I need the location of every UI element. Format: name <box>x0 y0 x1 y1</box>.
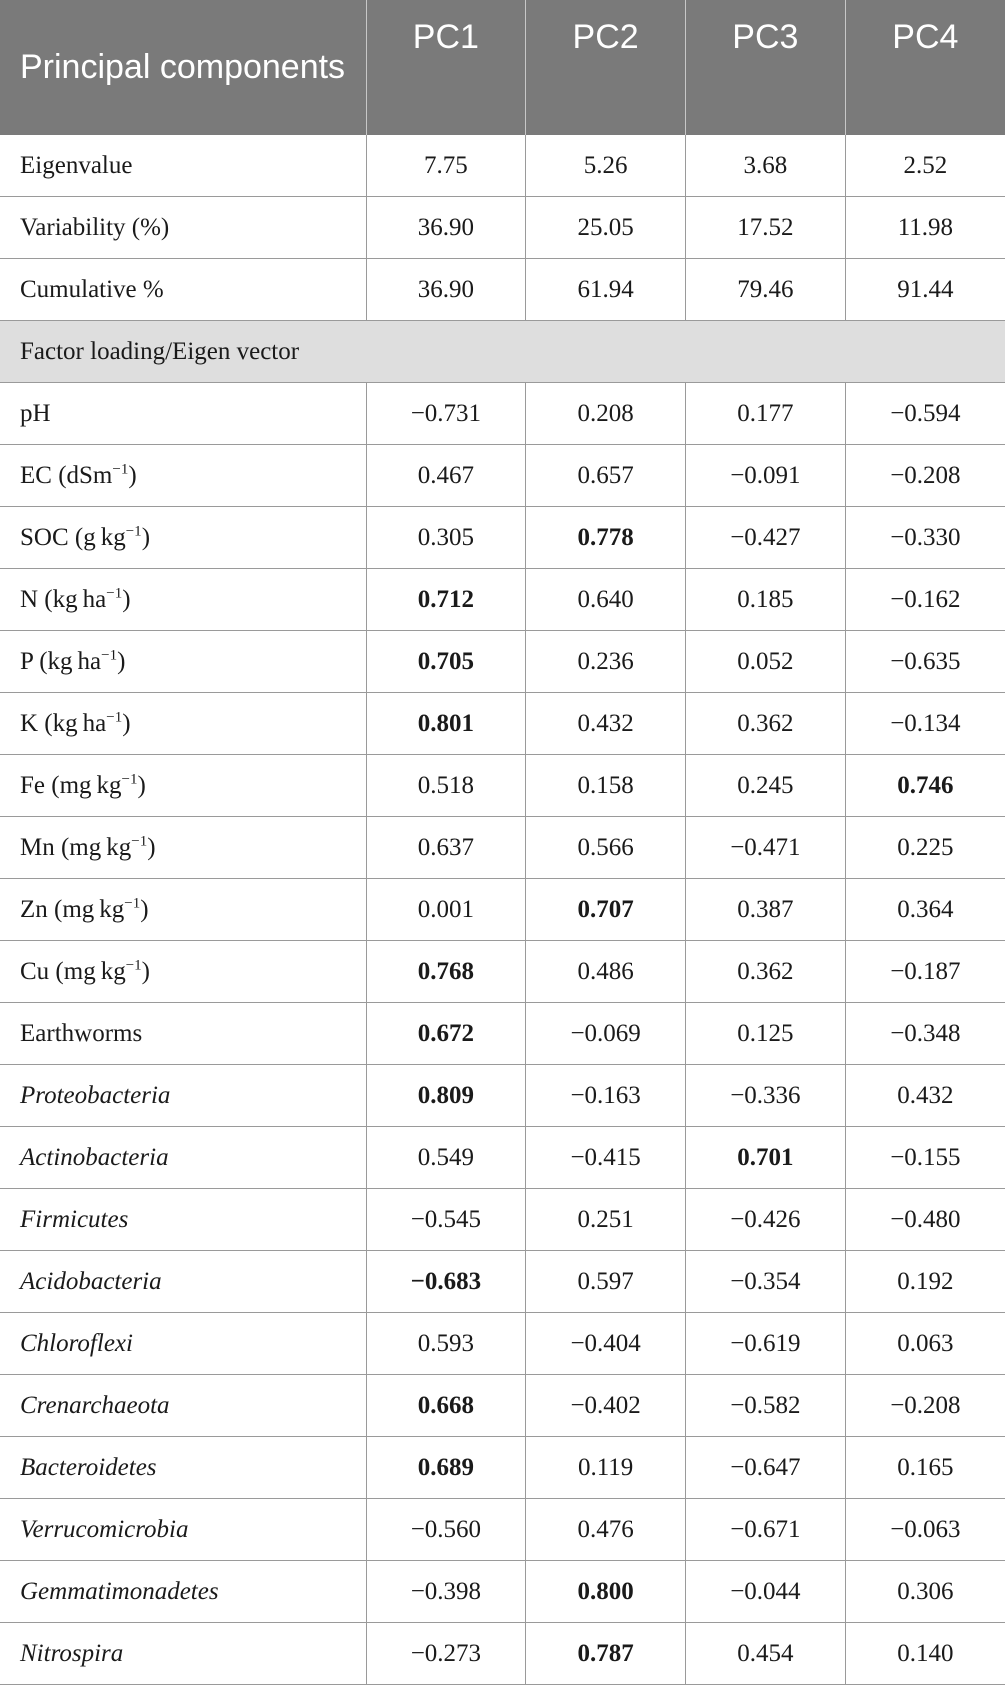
row-label <box>0 1375 366 1437</box>
cell-value: −0.647 <box>686 1437 846 1499</box>
cell-value: 3.68 <box>686 135 846 197</box>
cell-value: 0.140 <box>845 1623 1005 1685</box>
cell-value: −0.545 <box>366 1189 526 1251</box>
table-row <box>0 569 1005 631</box>
unit-close: ) <box>140 895 149 923</box>
cell-value: −0.044 <box>686 1561 846 1623</box>
cell-value: 61.94 <box>526 259 686 321</box>
cell-value: 0.566 <box>526 817 686 879</box>
table-row <box>0 693 1005 755</box>
cell-value: −0.398 <box>366 1561 526 1623</box>
unit-exponent: −1 <box>112 461 129 478</box>
cell-value: 0.787 <box>526 1623 686 1685</box>
cell-value: −0.560 <box>366 1499 526 1561</box>
cell-value: 0.251 <box>526 1189 686 1251</box>
table-row <box>0 1375 1005 1437</box>
row-label-text: Nitrospira <box>20 1639 124 1667</box>
cell-value: −0.427 <box>686 507 846 569</box>
header-row <box>0 0 1005 135</box>
cell-value: 0.165 <box>845 1437 1005 1499</box>
cell-value: −0.415 <box>526 1127 686 1189</box>
cell-value: −0.480 <box>845 1189 1005 1251</box>
row-label-text: Gemmatimonadetes <box>20 1577 219 1605</box>
row-label <box>0 755 366 817</box>
cell-value: −0.069 <box>526 1003 686 1065</box>
cell-value: 0.185 <box>686 569 846 631</box>
cell-value: −0.582 <box>686 1375 846 1437</box>
cell-value: 36.90 <box>366 197 526 259</box>
cell-value: −0.683 <box>366 1251 526 1313</box>
row-label-text: Crenarchaeota <box>20 1391 170 1419</box>
unit-exponent: −1 <box>131 833 148 850</box>
table-row <box>0 197 1005 259</box>
table-row <box>0 259 1005 321</box>
row-label-text: N (kg ha <box>20 585 107 613</box>
cell-value: 0.454 <box>686 1623 846 1685</box>
header-pc2: PC2 <box>526 0 686 135</box>
cell-value: 0.746 <box>845 755 1005 817</box>
cell-value: 0.432 <box>526 693 686 755</box>
cell-value: 0.208 <box>526 383 686 445</box>
cell-value: 0.245 <box>686 755 846 817</box>
unit-close: ) <box>141 957 150 985</box>
row-label <box>0 1623 366 1685</box>
table-row <box>0 1623 1005 1685</box>
unit-exponent: −1 <box>121 771 138 788</box>
row-label-text: Fe (mg kg <box>20 771 122 799</box>
row-label <box>0 1313 366 1375</box>
row-label-text: Actinobacteria <box>20 1143 169 1171</box>
unit-close: ) <box>141 523 151 551</box>
table-row <box>0 1065 1005 1127</box>
table-row <box>0 631 1005 693</box>
cell-value: 0.119 <box>526 1437 686 1499</box>
cell-value: −0.426 <box>686 1189 846 1251</box>
cell-value: 0.707 <box>526 879 686 941</box>
row-label <box>0 1189 366 1251</box>
header-pc1: PC1 <box>366 0 526 135</box>
row-label-text: Acidobacteria <box>20 1267 162 1295</box>
table-row <box>0 817 1005 879</box>
row-label-text: Firmicutes <box>20 1205 129 1233</box>
unit-close: ) <box>117 647 126 675</box>
row-label <box>0 1499 366 1561</box>
cell-value: −0.619 <box>686 1313 846 1375</box>
row-label <box>0 1251 366 1313</box>
cell-value: −0.348 <box>845 1003 1005 1065</box>
table-row <box>0 507 1005 569</box>
unit-exponent: −1 <box>101 647 118 664</box>
cell-value: 0.637 <box>366 817 526 879</box>
unit-close: ) <box>147 833 156 861</box>
unit-close: ) <box>122 709 131 737</box>
cell-value: 0.689 <box>366 1437 526 1499</box>
row-label <box>0 1437 366 1499</box>
cell-value: 0.486 <box>526 941 686 1003</box>
cell-value: 0.225 <box>845 817 1005 879</box>
table-row <box>0 1313 1005 1375</box>
cell-value: 0.476 <box>526 1499 686 1561</box>
row-label <box>0 1065 366 1127</box>
header-label: Principal components <box>0 0 366 135</box>
row-label <box>0 1003 366 1065</box>
cell-value: −0.273 <box>366 1623 526 1685</box>
unit-exponent: −1 <box>124 895 141 912</box>
cell-value: 0.387 <box>686 879 846 941</box>
cell-value: 2.52 <box>845 135 1005 197</box>
row-label-text: P (kg ha <box>20 647 102 675</box>
cell-value: 25.05 <box>526 197 686 259</box>
row-label <box>0 383 366 445</box>
cell-value: 0.778 <box>526 507 686 569</box>
cell-value: 0.192 <box>845 1251 1005 1313</box>
cell-value: −0.330 <box>845 507 1005 569</box>
cell-value: −0.155 <box>845 1127 1005 1189</box>
cell-value: 0.800 <box>526 1561 686 1623</box>
unit-close: ) <box>128 461 137 489</box>
cell-value: 0.001 <box>366 879 526 941</box>
table-row <box>0 1127 1005 1189</box>
row-label: Eigenvalue <box>0 135 366 197</box>
cell-value: −0.187 <box>845 941 1005 1003</box>
row-label <box>0 569 366 631</box>
table-row <box>0 383 1005 445</box>
cell-value: 0.768 <box>366 941 526 1003</box>
cell-value: 0.063 <box>845 1313 1005 1375</box>
cell-value: 0.668 <box>366 1375 526 1437</box>
table-row <box>0 445 1005 507</box>
table-row <box>0 941 1005 1003</box>
cell-value: 0.467 <box>366 445 526 507</box>
cell-value: −0.635 <box>845 631 1005 693</box>
cell-value: −0.594 <box>845 383 1005 445</box>
table-row <box>0 1003 1005 1065</box>
cell-value: 0.705 <box>366 631 526 693</box>
row-label <box>0 1127 366 1189</box>
cell-value: 0.362 <box>686 693 846 755</box>
cell-value: 11.98 <box>845 197 1005 259</box>
cell-value: 79.46 <box>686 259 846 321</box>
cell-value: −0.091 <box>686 445 846 507</box>
cell-value: 0.305 <box>366 507 526 569</box>
table-row <box>0 1499 1005 1561</box>
row-label <box>0 817 366 879</box>
table-row <box>0 1251 1005 1313</box>
cell-value: −0.404 <box>526 1313 686 1375</box>
row-label-text: Mn (mg kg <box>20 833 132 861</box>
cell-value: 0.809 <box>366 1065 526 1127</box>
table-row <box>0 755 1005 817</box>
cell-value: 0.158 <box>526 755 686 817</box>
row-label <box>0 693 366 755</box>
table-row <box>0 1561 1005 1623</box>
cell-value: −0.354 <box>686 1251 846 1313</box>
cell-value: −0.402 <box>526 1375 686 1437</box>
row-label-text: Cu (mg kg <box>20 957 126 985</box>
cell-value: −0.134 <box>845 693 1005 755</box>
cell-value: 0.672 <box>366 1003 526 1065</box>
row-label-text: SOC (g kg <box>20 523 126 551</box>
cell-value: −0.162 <box>845 569 1005 631</box>
cell-value: 0.701 <box>686 1127 846 1189</box>
row-label <box>0 507 366 569</box>
row-label <box>0 445 366 507</box>
row-label <box>0 941 366 1003</box>
table-row <box>0 1437 1005 1499</box>
cell-value: 0.236 <box>526 631 686 693</box>
table-row <box>0 879 1005 941</box>
row-label-text: pH <box>20 399 51 427</box>
row-label-text: K (kg ha <box>20 709 107 737</box>
unit-exponent: −1 <box>106 709 123 726</box>
cell-value: 0.052 <box>686 631 846 693</box>
cell-value: 7.75 <box>366 135 526 197</box>
cell-value: −0.063 <box>845 1499 1005 1561</box>
row-label-text: Chloroflexi <box>20 1329 133 1357</box>
cell-value: 0.657 <box>526 445 686 507</box>
cell-value: −0.163 <box>526 1065 686 1127</box>
section-row <box>0 321 1005 383</box>
cell-value: 0.593 <box>366 1313 526 1375</box>
row-label-text: EC (dSm <box>20 461 113 489</box>
row-label-text: Verrucomicrobia <box>20 1515 189 1543</box>
row-label <box>0 631 366 693</box>
cell-value: −0.208 <box>845 1375 1005 1437</box>
cell-value: 0.640 <box>526 569 686 631</box>
cell-value: −0.671 <box>686 1499 846 1561</box>
cell-value: 0.597 <box>526 1251 686 1313</box>
unit-exponent: −1 <box>125 523 142 540</box>
row-label <box>0 879 366 941</box>
cell-value: 0.125 <box>686 1003 846 1065</box>
header-pc3: PC3 <box>686 0 846 135</box>
cell-value: 0.801 <box>366 693 526 755</box>
cell-value: 0.362 <box>686 941 846 1003</box>
row-label-text: Zn (mg kg <box>20 895 125 923</box>
cell-value: 0.549 <box>366 1127 526 1189</box>
cell-value: 0.432 <box>845 1065 1005 1127</box>
cell-value: −0.208 <box>845 445 1005 507</box>
row-label: Variability (%) <box>0 197 366 259</box>
cell-value: −0.731 <box>366 383 526 445</box>
table-row <box>0 135 1005 197</box>
row-label: Cumulative % <box>0 259 366 321</box>
unit-close: ) <box>137 771 146 799</box>
cell-value: −0.471 <box>686 817 846 879</box>
cell-value: 0.177 <box>686 383 846 445</box>
cell-value: 91.44 <box>845 259 1005 321</box>
row-label <box>0 1561 366 1623</box>
table-body <box>0 135 1005 1685</box>
row-label-text: Earthworms <box>20 1019 143 1047</box>
table-row <box>0 1189 1005 1251</box>
row-label-text: Proteobacteria <box>20 1081 171 1109</box>
cell-value: 0.712 <box>366 569 526 631</box>
cell-value: 0.306 <box>845 1561 1005 1623</box>
cell-value: 36.90 <box>366 259 526 321</box>
cell-value: 0.364 <box>845 879 1005 941</box>
unit-close: ) <box>122 585 131 613</box>
unit-exponent: −1 <box>125 957 142 974</box>
section-label: Factor loading/Eigen vector <box>0 321 1005 383</box>
cell-value: 0.518 <box>366 755 526 817</box>
cell-value: 17.52 <box>686 197 846 259</box>
row-label-text: Bacteroidetes <box>20 1453 157 1481</box>
header-pc4: PC4 <box>845 0 1005 135</box>
cell-value: −0.336 <box>686 1065 846 1127</box>
cell-value: 5.26 <box>526 135 686 197</box>
unit-exponent: −1 <box>106 585 123 602</box>
